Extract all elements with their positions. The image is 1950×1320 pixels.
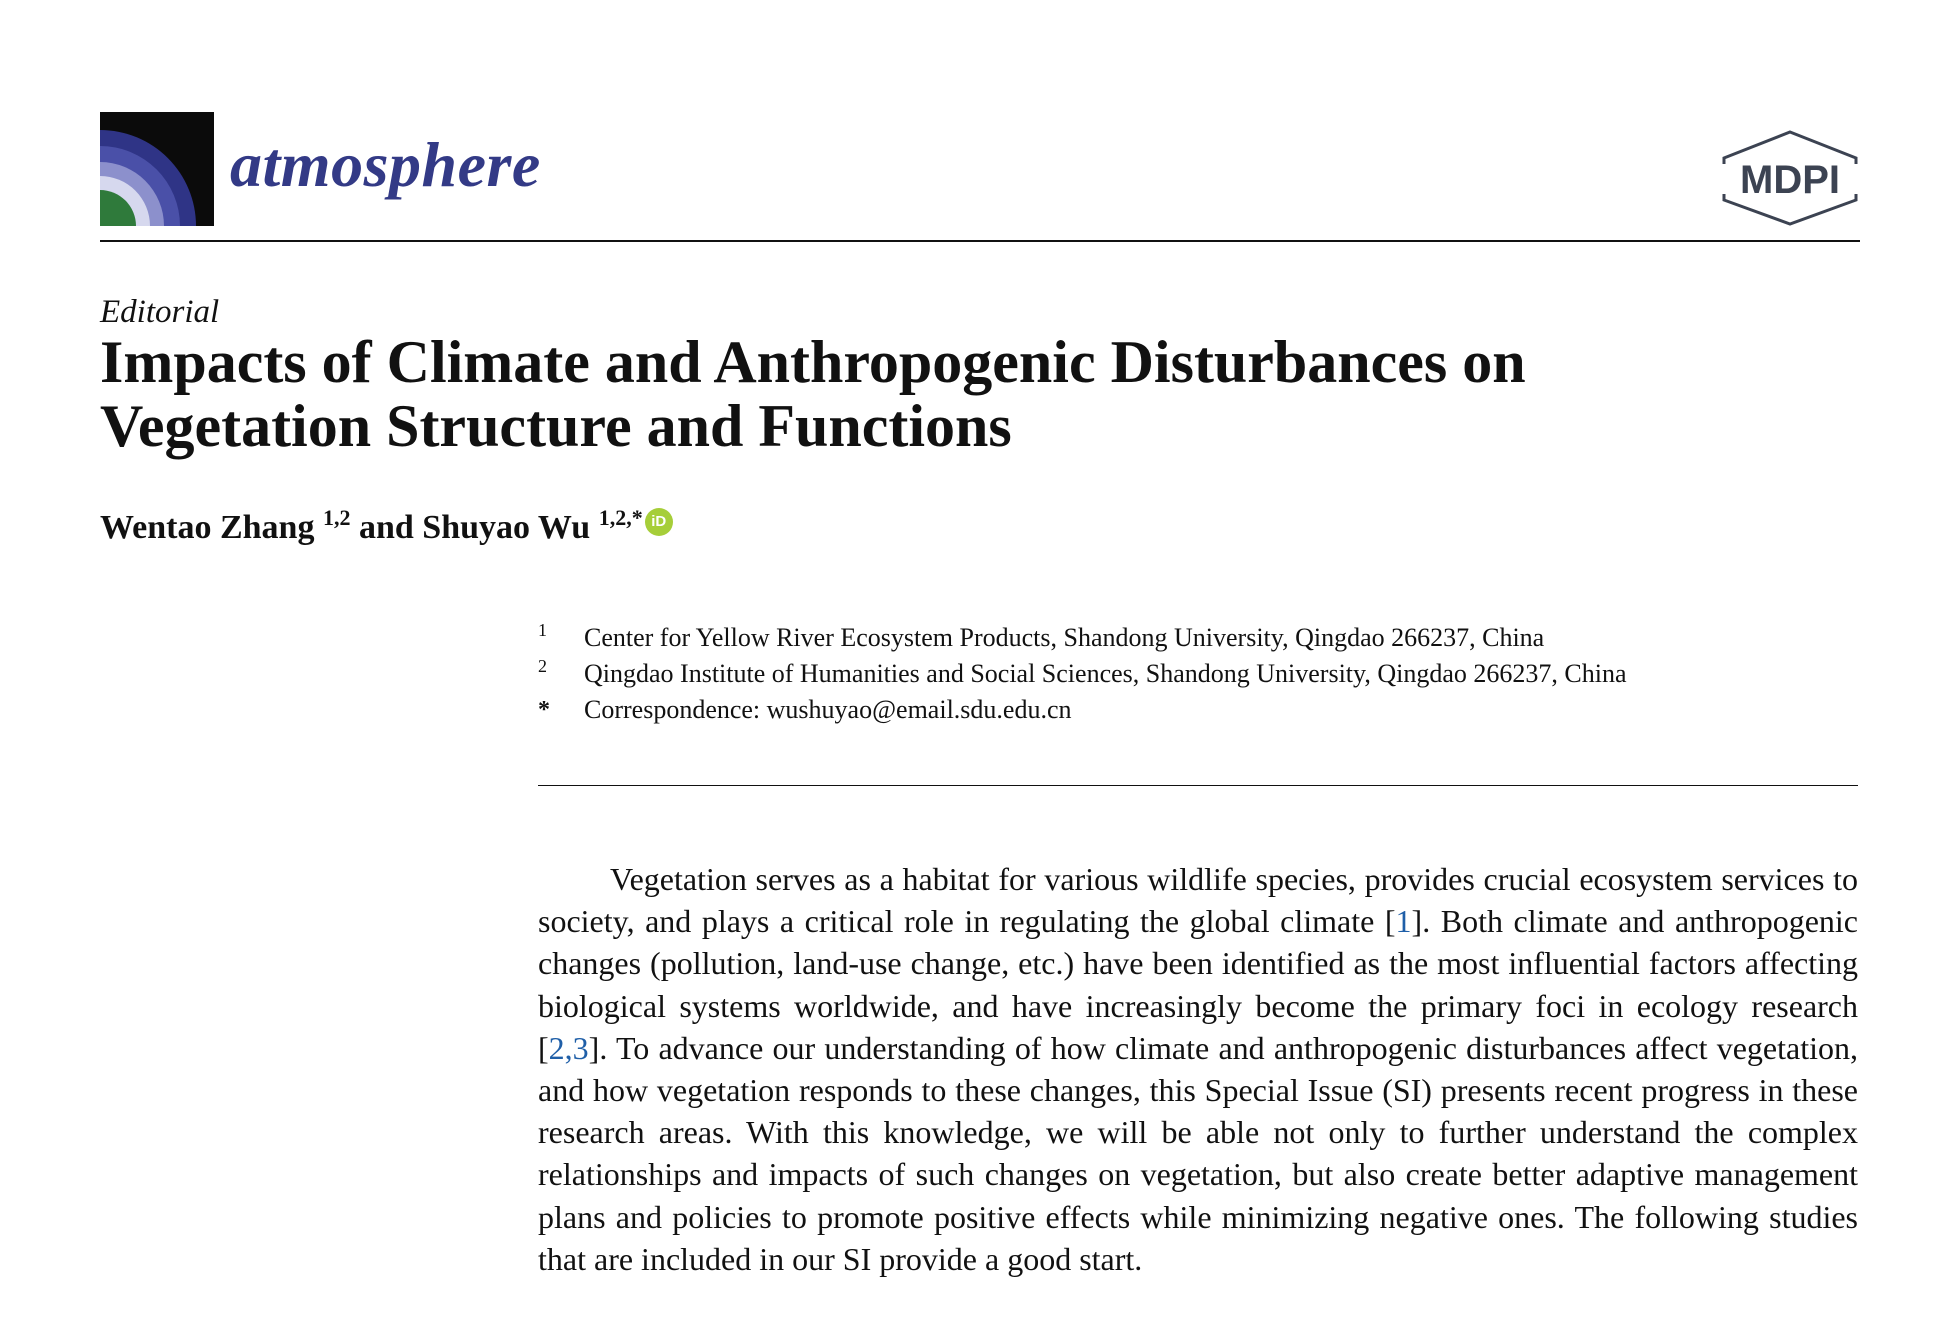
affiliation-item (538, 620, 1858, 656)
affiliation-number: 2 (538, 656, 547, 676)
affiliation-item (538, 656, 1858, 692)
mdpi-logo-graphic (1720, 130, 1860, 226)
affiliation-text: Center for Yellow River Ecosystem Products, Shandong University, Qingdao 266237, China (584, 623, 1545, 652)
body-divider (538, 785, 1858, 786)
correspondence-item (538, 692, 1858, 728)
journal-logo-icon (100, 112, 214, 226)
publisher-name: MDPI (1740, 158, 1840, 202)
body-paragraph (538, 858, 1858, 1280)
orcid-icon[interactable]: iD (645, 508, 673, 536)
citation-separator: , (564, 1029, 573, 1066)
article-type: Editorial (100, 294, 220, 330)
mdpi-logo-icon[interactable] (1720, 130, 1860, 226)
journal-name[interactable]: atmosphere (230, 129, 541, 200)
citation-link[interactable]: 1 (1395, 903, 1412, 940)
author-conjunction: and (358, 509, 414, 546)
citation-link[interactable]: 3 (572, 1029, 589, 1066)
affiliations (538, 620, 1858, 728)
author-name[interactable]: Wentao Zhang (100, 509, 315, 546)
body-text-segment: ]. Both climate and anthropogenic changes (pollution, land-use change, etc.) have been identified as the most influential factors affecting biological systems worldwide, and have increasingly become the primary foci in ecology research [ (538, 903, 1859, 1066)
author-affiliation-mark: 1,2 (322, 505, 351, 530)
affiliation-text: Qingdao Institute of Humanities and Social Sciences, Shandong University, Qingdao 266237, China (584, 659, 1627, 688)
author-name[interactable]: Shuyao Wu (422, 509, 591, 546)
correspondence-text[interactable]: Correspondence: wushuyao@email.sdu.edu.cn (584, 695, 1072, 724)
body-text-segment: Vegetation serves as a habitat for various wildlife species, provides crucial ecosystem services to society, and plays a critical role in regulating the global climate [ (538, 861, 1858, 940)
correspondence-mark: * (538, 697, 550, 723)
journal-logo-graphic (100, 112, 214, 226)
journal-header (100, 112, 1860, 242)
body-text-segment: ]. To advance our understanding of how climate and anthropogenic disturbances affect vegetation, and how vegetation responds to these changes, this Special Issue (SI) presents recent progress in these research areas. With this knowledge, we will be able not only to further understand the complex relationships and impacts of such changes on vegetation, but also create better adaptive management plans and policies to promote positive effects while minimizing negative ones. The following studies that are included in our SI provide a good start. (538, 1029, 1858, 1277)
citation-link[interactable]: 2 (548, 1029, 565, 1066)
author-affiliation-mark: 1,2,* (598, 505, 643, 530)
affiliation-number: 1 (538, 620, 547, 640)
header-divider (100, 240, 1860, 242)
article-title: Impacts of Climate and Anthropogenic Disturbances on Vegetation Structure and Functions (100, 329, 1526, 459)
author-list (100, 505, 673, 547)
